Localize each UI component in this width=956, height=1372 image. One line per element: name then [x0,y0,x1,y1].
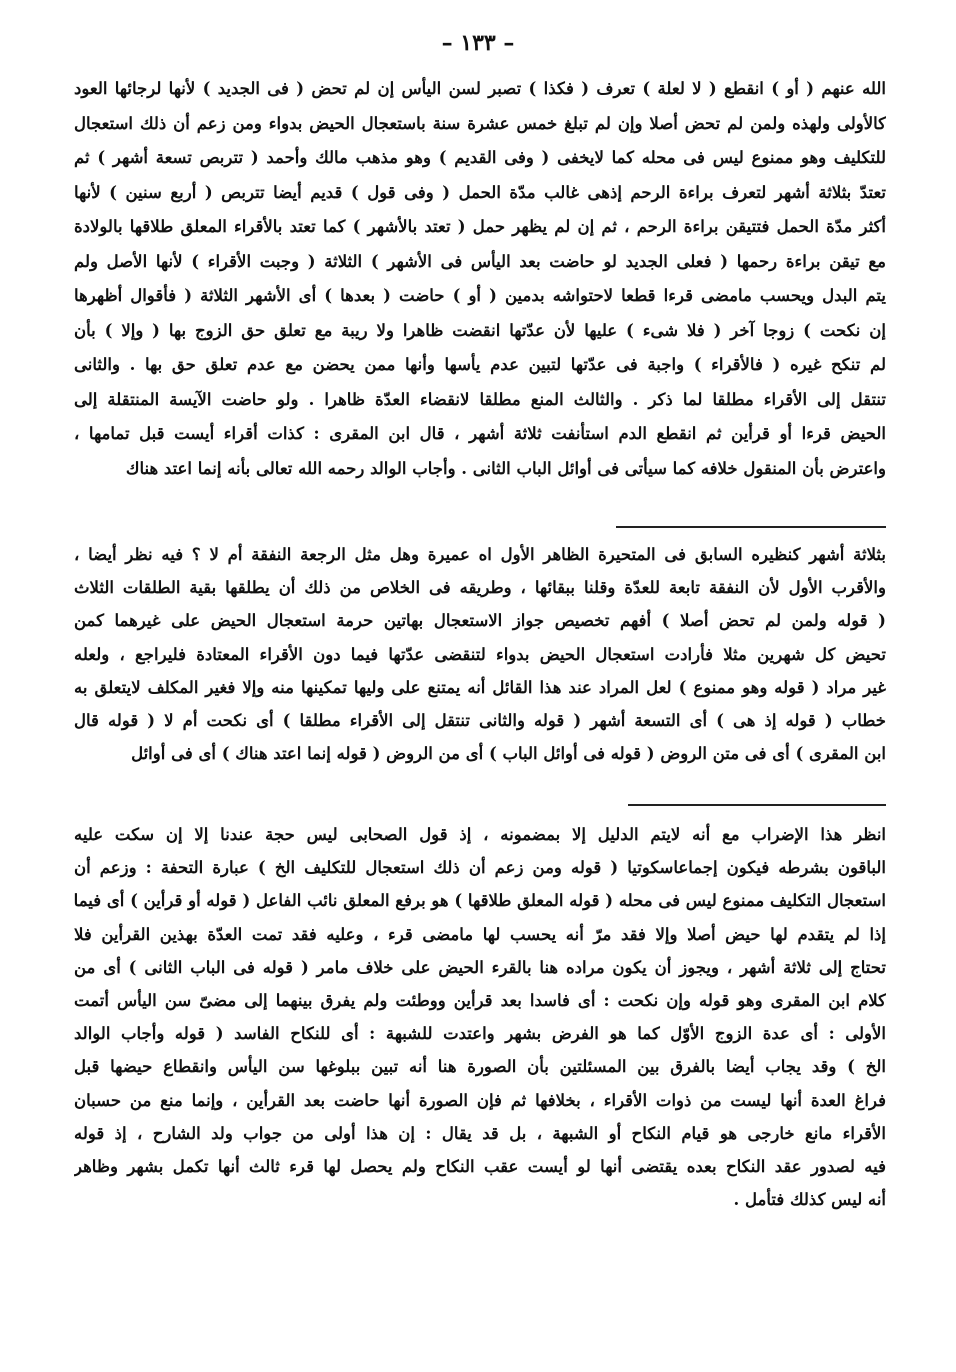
main-text-line: الحيض قرءا أو قرأين ثم انقطع الدم استأنفت ثلاثة أشهر ، قال ابن المقرى : كذات أقراء أيست قبل تمامها ، [74,424,886,443]
footnote-separator-2 [628,804,886,806]
main-text-line: إن نكحت ) زوجا آخر ( فلا شىء ) عليها لأن عدّتها انقضت ظاهرا ولا ريبة مع تعلق حق الزوج بها ( وإلا ) بأن [74,320,886,340]
page-number: – ١٣٣ – [441,30,515,56]
footnote-separator-1 [616,526,886,528]
footnote-1-line: ( قوله ولمن لم تحض أصلا ) أفهم تخصيص جواز الاستعجال بهاتين حرمة استعجال الحيض على غيرهما كمن [74,611,886,631]
main-text-line: مع تيقن براءة رحمها ( فعلى الجديد لو حاضت بعد اليأس فى الأشهر ) الثلاثة ( وجبت الأقراء ) لأنها الأصل ولم [74,251,886,271]
footnote-1-line: غير مراد ( قوله وهو ممنوع ) لعل المراد عند هذا القائل أنه يمتنع على وليها تمكينها منه وإلا فغير المكلف لايتعلق به [74,677,886,697]
main-text-line: يتم البدل ويحسب مامضى قرءا قطعا لاحتواشه بدمين ( أو ) حاضت ( بعدها ) أى الأشهر الثلاثة ( فأقوال أظهرها [74,286,886,305]
footnote-2-line: تحتاج إلى ثلاثة أشهر ، ويجوز أن يكون مراده هنا بالقرء الحيض على خلاف مامر ( قوله فى الباب الثانى ) أى من [74,957,886,977]
footnote-2-line: انظر هذا الإضراب مع أنه لايتم الدليل إلا بمضمونه ، إذ قول الصحابى ليس حجة عندنا إلا إن سكت عليه [74,825,886,844]
footnote-2-line: كلام ابن المقرى وهو قوله وإن نكحت : أى فاسدا بعد قرأين ووطئت ولم يفرق بينهما إلى مضىّ سن اليأس أتمت [74,990,886,1010]
footnote-1-line: بثلاثة أشهر كنظيره السابق فى المتحيرة الظاهر الأول اه عميرة وهل مثل الرجعة النفقة أم لا ؟ فيه نظر أيضا ، [74,545,886,564]
main-text-line: لم تنكح غيره ( فالأقراء ) واجبة فى عدّتها لتبين عدم يأسها وأنها ممن يحضن مع عدم تعلق حق بها . والثانى [74,355,886,374]
main-text-line: واعترض بأن المنقول خلافه كما سيأتى فى أوائل الباب الثانى . وأجاب الوالد رحمه الله تعالى بأنه إنما اعتد هناك [125,458,886,478]
footnote-2-line: الخ ) وقد يجاب أيضا بالفرق بين المسئلتين بأن الصورة هنا أنه تبين ببلوغها سن اليأس وانقطاع حيضها قبل [74,1057,886,1077]
footnote-1-line: تحيض كل شهرين مثلا فأرادت استعجال الحيض بدواء لتنقضى عدّتها فيما دون الأقراء المعتادة فليراجع ، ولعله [74,644,886,664]
footnote-2-line: الأولى : أى عدة الزوج الأوّل كما هو الفرض بشهر واعتدت للشبهة : أى للنكاح الفاسد ( قوله وأجاب الوالد [74,1024,886,1044]
main-text-line: للتكليف وهو ممنوع ليس فى محله كما لايخفى ( وفى القديم ) وهو مذهب مالك وأحمد ( تتربص تسعة أشهر ) ثم [74,148,886,167]
footnote-1-line: خطاب ( قوله إذ هى ) أى التسعة أشهر ( قوله والثانى تنتقل إلى الأقراء مطلقا ) أى نكحت أم لا ( قوله قال [74,710,886,730]
footnote-2-line: إذا لم يتقدم لها حيض أصلا وإلا فقد مرّ أنه يحسب لها مامضى قرء ، وعليه فقد تمت العدّة بهذين القرأين فلا [74,924,886,944]
main-text-line: تعتدّ بثلاثة أشهر لتعرف براءة الرحم إذهى غالب مدّة الحمل ( وفى قول ) قديم أيضا تتربص ( أربع سنين ) لأنها [74,182,886,202]
footnote-1-line: ابن المقرى ) أى فى متن الروض ( قوله فى أوائل الباب ) أى من الروض ( قوله إنما اعتد هناك ) أى فى أوائل [131,744,886,764]
footnote-2-line: الأقراء مانع خارجى هو قيام النكاح أو الشبهة ، بل قد يقال : إن هذا أولى من جواب ولد الشارح ، إذ قوله [74,1123,886,1143]
footnote-1-line: والأقرب الأول لأن النفقة تابعة للعدّة وقلنا ببقائها ، وطريقه فى الخلاص من ذلك أن يطلقها بقية الطلقات الثلاث [74,578,886,598]
main-text [74,72,886,486]
footnote-block-2 [74,818,886,1216]
main-text-line: الله عنهم ( أو ) انقطع ( لا لعلة ) تعرف ( فكذا ) تصبر لسن اليأس إن لم تحض ( فى الجديد ) لأنها لرجائها العود [74,79,886,98]
main-text-line: أكثر مدّة الحمل فتتيقن براءة الرحم ، ثم إن لم يظهر حمل ( تعتد بالأشهر ) كما تعتد بالأقراء المعلق طلاقها بالولادة [74,217,886,236]
footnote-2-line: الباقون بشرطه فيكون إجماعاسكوتيا ( قوله ومن زعم أن ذلك استعجال للتكليف الخ ) عبارة التحفة : وزعم أن [74,858,886,878]
footnote-2-line: فيه لصدور عقد النكاح بعده يقتضى أنها لو أيست عقب النكاح ولم يحصل لها قرء ثالث أنها تكمل بشهر وظاهر [74,1156,886,1176]
footnote-block-1 [74,538,886,770]
footnote-2-line: أنه ليس كذلك فتأمل . [733,1190,886,1210]
footnote-2-line: فراغ العدة أنها ليست من ذوات الأقراء ، بخلافها ثم فإن الصورة أنها حاضت بعد القرأين ، وإنما منع من حسبان [74,1090,886,1110]
main-text-line: كالأولى ولهذه ولمن لم تحض أصلا وإن لم تبلغ خمس عشرة سنة باستعجال الحيض بدواء ومن زعم أن ذلك استعجال [74,113,886,133]
footnote-2-line: استعجال التكليف ممنوع ليس فى محله ( قوله المعلق طلاقها ) هو برفع المعلق نائب الفاعل ( قوله أو قرأين ) أى فيما [74,891,886,911]
main-text-line: تنتقل إلى الأقراء مطلقا لما ذكر . والثالث المنع مطلقا لانقضاء العدّة ظاهرا . ولو حاضت الآيسة المنتقلة إلى [74,389,886,409]
